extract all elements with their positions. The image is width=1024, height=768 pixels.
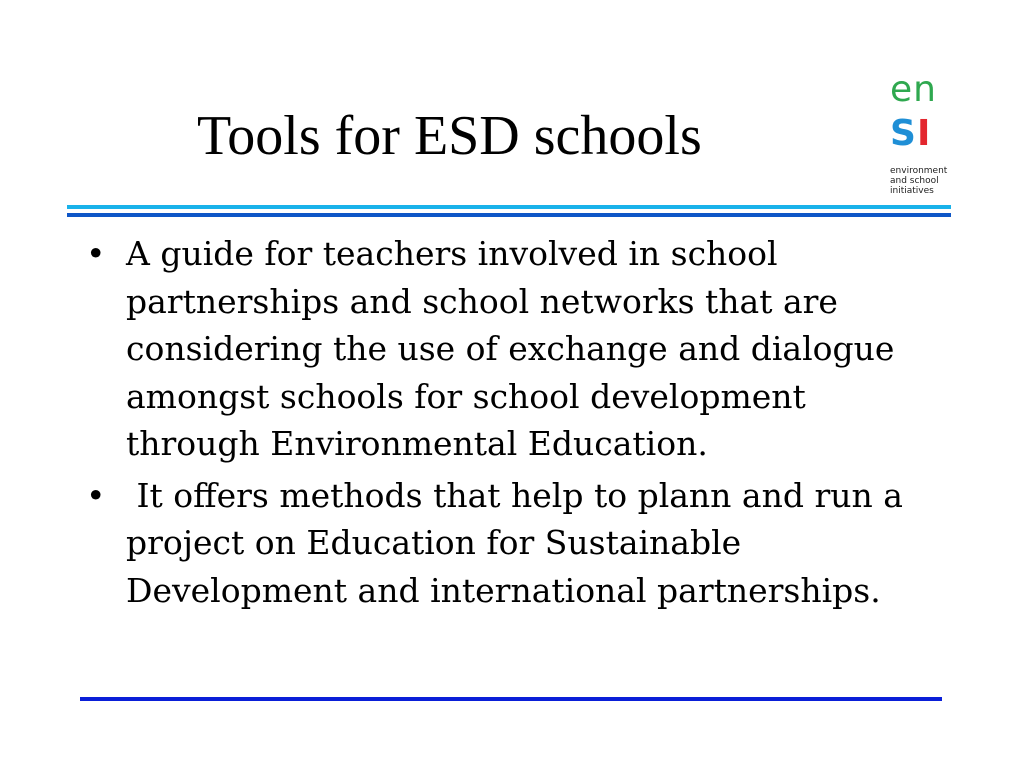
bullet-text-line: partnerships and school networks that are — [126, 281, 838, 321]
slide-title: Tools for ESD schools — [197, 105, 702, 167]
logo-subtitle-line: initiatives — [890, 186, 934, 196]
bullet-text-line: Development and international partnerships. — [126, 570, 881, 610]
bullet-list — [82, 230, 982, 618]
logo-s-letter: S — [890, 113, 917, 154]
bullet-icon: • — [86, 475, 106, 515]
logo-subtitle — [890, 166, 947, 196]
title-divider-light — [67, 205, 951, 209]
bullet-text-line: through Environmental Education. — [126, 424, 708, 463]
footer-divider — [80, 697, 942, 701]
logo-si-text — [890, 114, 931, 154]
bullet-text-line: project on Education for Sustainable — [126, 523, 742, 562]
ensi-logo — [888, 69, 958, 202]
bullet-text-line: amongst schools for school development — [126, 376, 806, 416]
logo-en-text: en — [890, 69, 937, 110]
title-divider-dark — [67, 213, 951, 217]
bullet-item — [82, 472, 982, 615]
logo-subtitle-line: and school — [890, 176, 939, 186]
bullet-text-line: A guide for teachers involved in school — [126, 234, 778, 273]
bullet-icon: • — [86, 234, 106, 273]
logo-subtitle-line: environment — [890, 166, 948, 176]
bullet-text-line: It offers methods that help to plann and run a — [126, 475, 903, 515]
bullet-text-line: considering the use of exchange and dialogue — [126, 329, 895, 368]
logo-i-letter: I — [916, 113, 932, 154]
bullet-item — [82, 230, 982, 468]
